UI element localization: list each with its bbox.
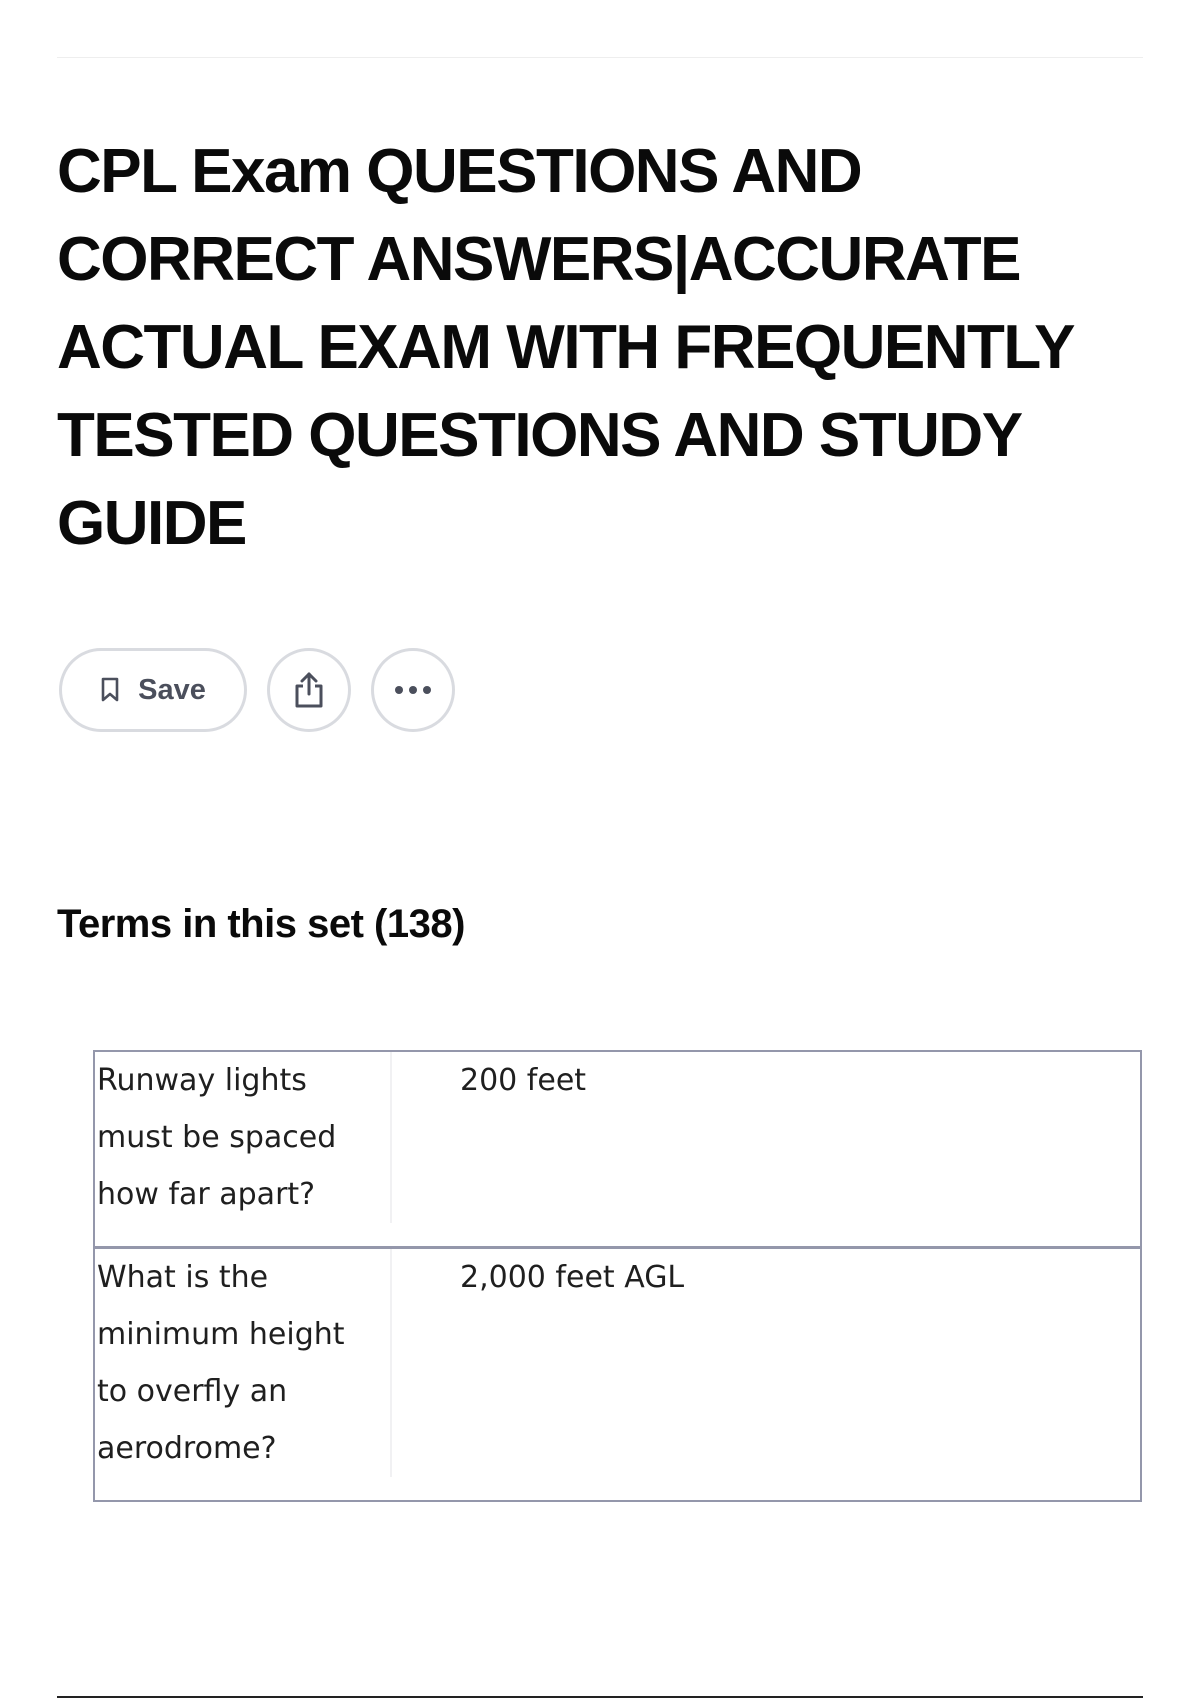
share-icon [291,670,327,710]
term-cell [94,1051,392,1248]
action-bar [59,648,455,732]
table-row [94,1051,1141,1248]
top-divider [57,57,1143,58]
term-text: What is the minimum height to overfly an aerodrome? [97,1249,392,1477]
more-icon [393,685,433,695]
more-options-button[interactable] [371,648,455,732]
terms-table [93,1050,1142,1502]
save-button-label: Save [138,673,206,706]
page-title: CPL Exam QUESTIONS AND CORRECT ANSWERS|ACCURATE ACTUAL EXAM WITH FREQUENTLY TESTED QUESTIONS AND STUDY GUIDE [57,137,1073,558]
bookmark-icon [100,677,120,703]
share-button[interactable] [267,648,351,732]
definition-cell: 200 feet [460,1063,587,1098]
definition-cell: 2,000 feet AGL [392,1248,1141,1502]
terms-heading: Terms in this set (138) [57,902,465,946]
term-cell [94,1248,392,1502]
save-button[interactable] [59,648,247,732]
bottom-divider [57,1696,1143,1698]
term-text: Runway lights must be spaced how far apart? [97,1052,392,1223]
table-row [94,1248,1141,1502]
